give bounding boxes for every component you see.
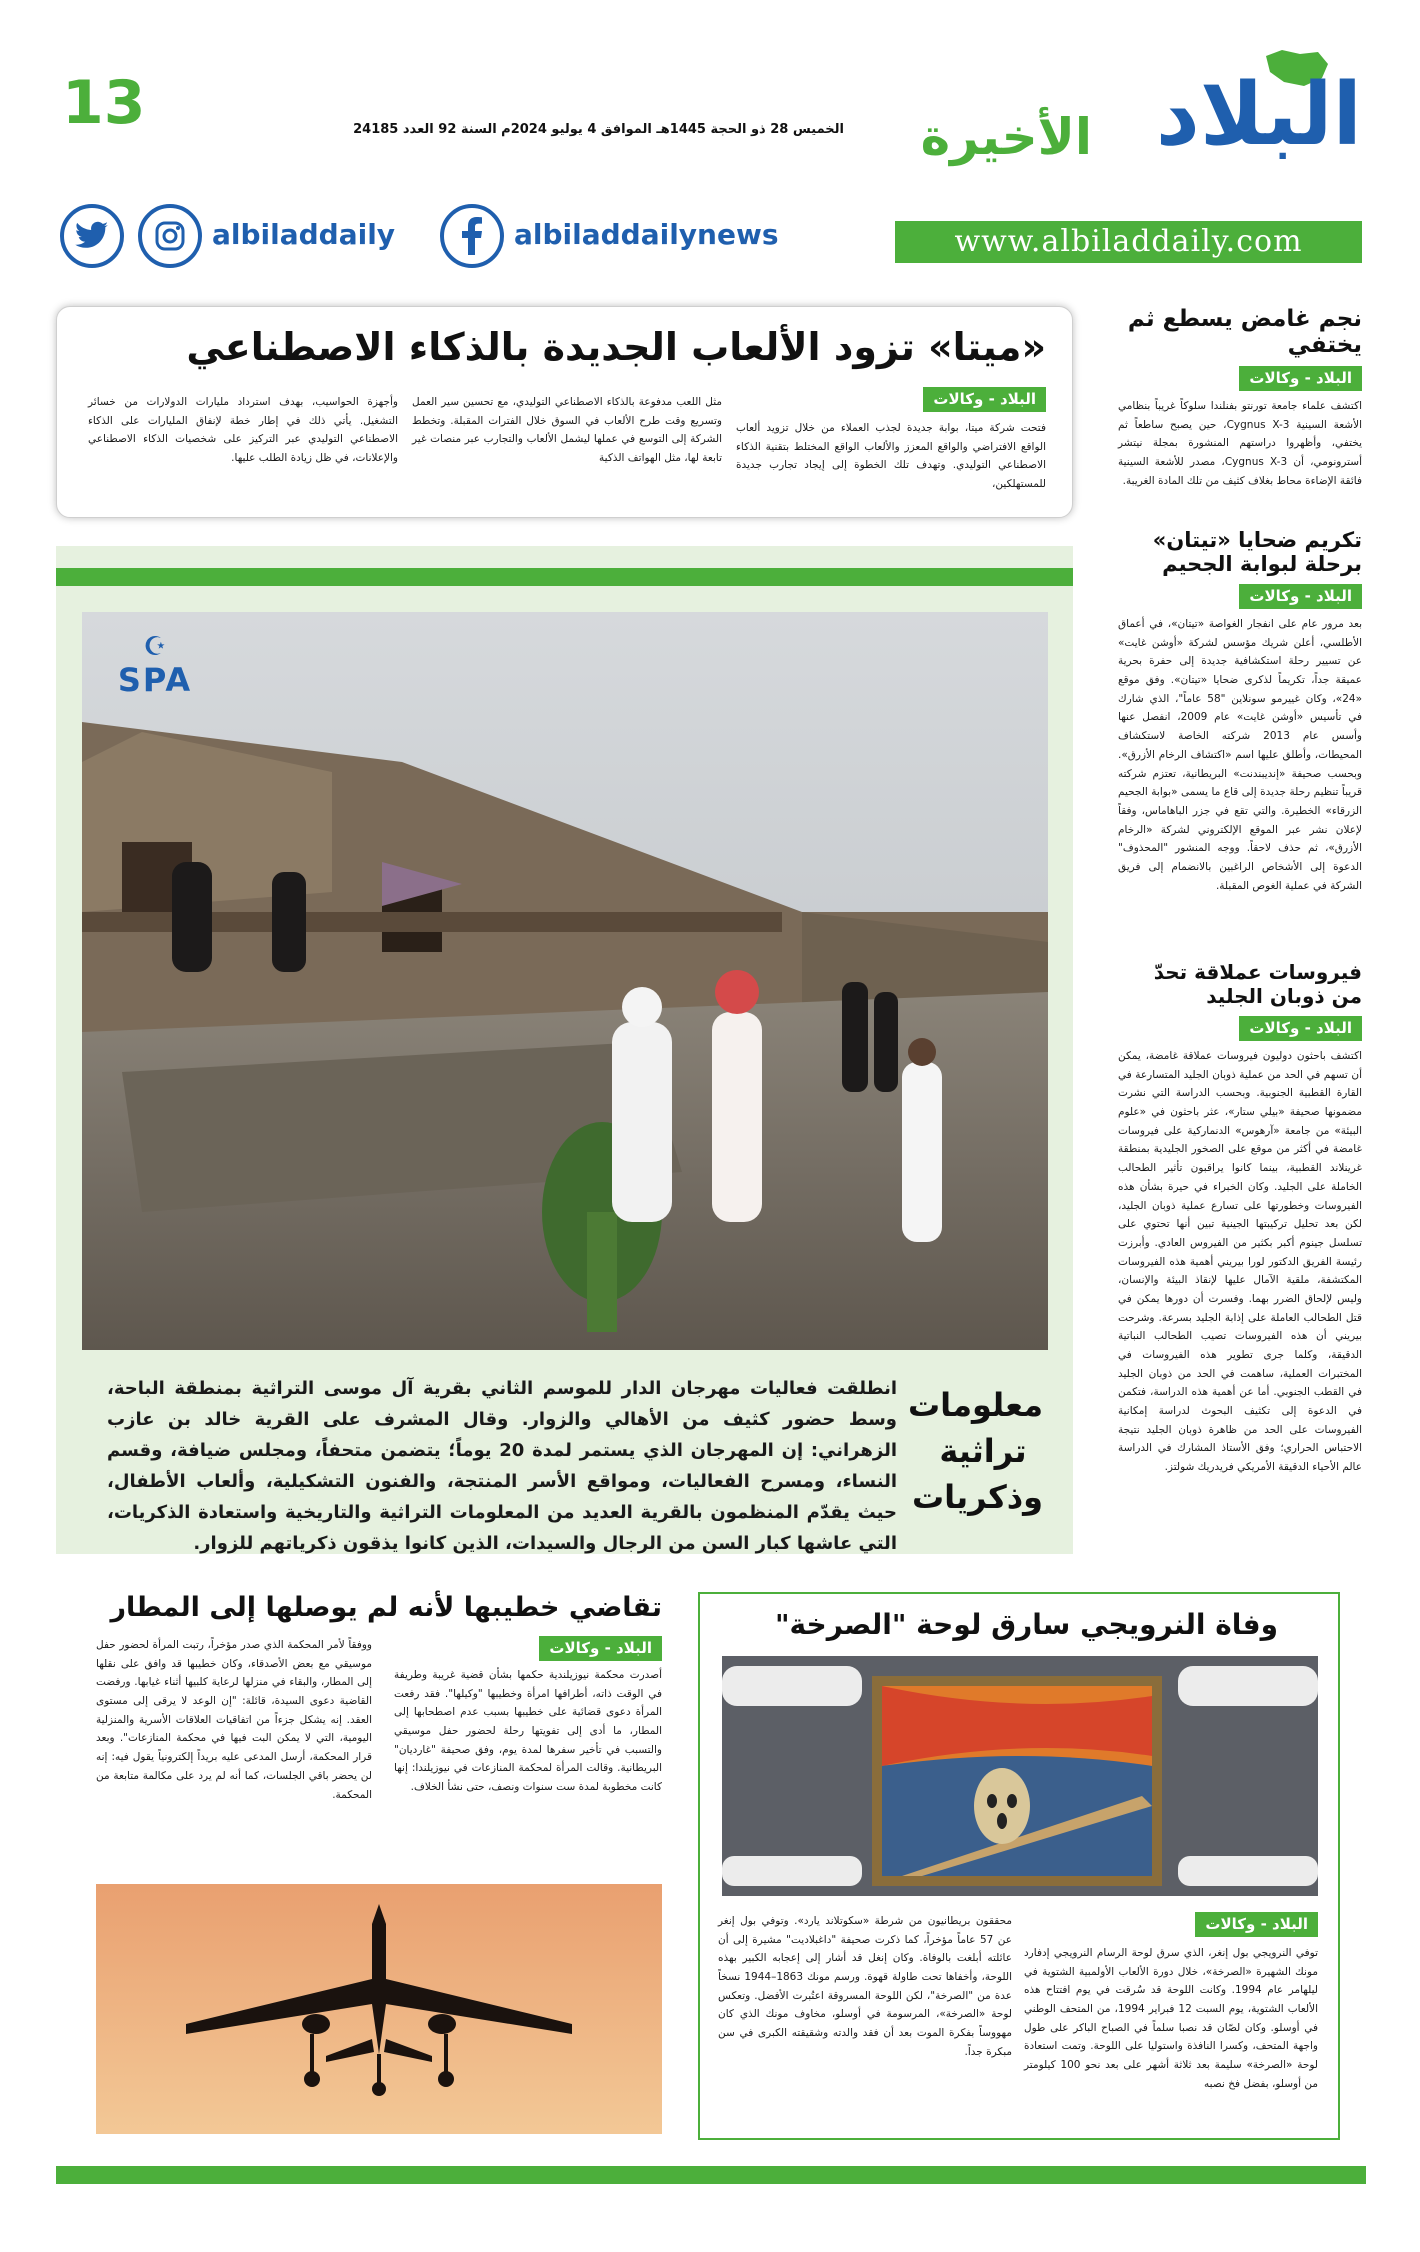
sidebar-virus (1118, 960, 1362, 1477)
social-bar (60, 204, 820, 276)
titan-body: بعد مرور عام على انفجار الغواصة «تيتان»، في أعماق الأطلسي، أعلن شريك مؤسس لشركة «أوشن غايت» عن تسيير رحلة استكشافية جديدة إلى حفرة بحرية عميقة جداً، تكريماً لذكرى ضحايا «تيتان». وفق موقع «24»، وكان غييرمو سونلاين "58 عاماً"، الذي شارك في تأسيس «أوشن غايت» عام 2009، انفصل عنها وأسس عام 2013 شركته الخاصة لاستكشاف المحيطات، وأطلق عليها اسم «اكتشاف الرخام الأزرق». وبحسب صحيفة «إنديبندنت» البريطانية، تعتزم شركته قريباً تنظيم رحلة جديدة إلى قاع ما يسمى «بوابة الجحيم الزرقاء» الخطيرة. والتي تقع في جزر الباهاماس، وفقاً لإعلان نشر عبر الموقع الإلكتروني لشركة «الرخام الأزرق»، ثم حذف لاحقاً. ووجه المنشور "المحذوف" الدعوة إلى الأشخاص الراغبين بالانضمام إلى فريق الشركة في عملية الغوص المقبلة. (1118, 618, 1363, 892)
meta-col-2: مثل اللعب مدفوعة بالذكاء الاصطناعي التوليدي، مع تحسين سير العمل وتسريع وقت طرح الألعاب في السوق خلال الفترات المقبلة. وتخطط الشركة إلى التوسع في عملها ليشمل الألعاب والتجارب عبر منصات غير تابعة لها، مثل الهواتف الذكية (412, 396, 722, 465)
scream-col-2: محققون بريطانيون من شرطة «سكوتلاند يارد». وتوفي بول إنغر عن 57 عاماً مؤخراً، كما ذكرت صحيفة "داغبلاديت" مشيرة إلى أن عائلته أبلغت بالوفاة. وكان إنغل قد أشار إلى إعجابه الكبير بهذه اللوحة، وأخفاها تحت طاولة قهوة. ورسم مونك 1863–1944 نسخاً عدة من "الصرخة"، لكن اللوحة المسروقة اعتُبرت الأفضل. وتعكس لوحة «الصرخة»، المرسومة في أوسلو، مخاوف مونك الذي كان مهووساً بفكرة الموت بعد أن فقد والدته وشقيقته الكبرى في سن مبكرة جداً. (718, 1915, 1013, 2058)
airport-article (96, 1592, 662, 2140)
airport-source (539, 1636, 662, 1661)
scream-headline: وفاة النرويجي سارق لوحة "الصرخة" (774, 1608, 1278, 1641)
feature-photo (82, 612, 1048, 1350)
logo (862, 52, 1362, 172)
source-badge: البلاد - وكالات (923, 387, 1046, 412)
star-headline: نجم غامض يسطع ثم يختفي (1127, 306, 1362, 358)
logo-sub: الأخيرة (920, 108, 1092, 166)
instagram-icon[interactable] (138, 204, 202, 268)
dateline: الخميس 28 ذو الحجة 1445هـ الموافق 4 يوليو 2024م السنة 92 العدد 24185 (353, 122, 844, 137)
source-badge: البلاد - وكالات (1195, 1912, 1318, 1937)
airport-photo (96, 1884, 662, 2134)
feature-top-bar (56, 568, 1073, 586)
meta-col-3: وأجهزة الحواسيب، بهدف استرداد مليارات الدولارات من خسائر التشغيل. يأتي ذلك في إطار خطة لإنفاق المليارات على الذكاء الاصطناعي التوليدي عبر التركيز على شخصيات الذكاء الاصطناعي والإعلانات، في ظل زيادة الطلب عليها. (88, 396, 398, 465)
spa-mark-icon: ☪ (143, 632, 167, 662)
feature-body: انطلقت فعاليات مهرجان الدار للموسم الثاني بقرية آل موسى التراثية بمنطقة الباحة، وسط حضور كثيف من الأهالي والزوار. وقال المشرف على القرية خالد بن عازب الزهراني: إن المهرجان الذي يستمر لمدة 20 يوماً؛ يتضمن متحفاً، ومجلس ضيافة، وقسم النساء، ومسرح الفعاليات، ومواقع الأسر المنتجة، والفنون التشكيلية، وألعاب الأطفال، حيث يقدّم المنظمون بالقرية العديد من المعلومات التراثية والتاريخية واستعادة الذكريات، التي عاشها كبار السن من الرجال والسيدات، الذين كانوا يذقون ذكرياتهم للزوار. (107, 1378, 898, 1554)
scream-photo (722, 1656, 1318, 1896)
instagram-handle[interactable]: albiladdaily (212, 218, 396, 251)
meta-article (56, 306, 1073, 518)
meta-col-1: فتحت شركة ميتا، بوابة جديدة لجذب العملاء من خلال تزويد ألعاب الواقع الافتراضي والواقع المعزز والألعاب الواقع المختلط بتقنية الذكاء الاصطناعي التوليدي. وتهدف تلك الخطوة إلى إيجاد تجارب جديدة للمستهلكين، (736, 422, 1046, 491)
titan-headline: تكريم ضحايا «تيتان» برحلة لبوابة الجحيم (1152, 528, 1362, 576)
meta-headline: «ميتا» تزود الألعاب الجديدة بالذكاء الاصطناعي (186, 325, 1046, 369)
virus-headline: فيروسات عملاقة تحدّ من ذوبان الجليد (1153, 960, 1362, 1008)
source-badge: البلاد - وكالات (1239, 1016, 1362, 1041)
feature-headline-line-2: تراثية (939, 1432, 1027, 1470)
feature-headline (908, 1382, 1043, 1520)
airport-col-1: أصدرت محكمة نيوزيلندية حكمها بشأن قضية غريبة وطريفة في الوقت ذاته، أطرافها امرأة وخطيبها "وكيلها". فقد رفعت المرأة دعوى قضائية على خطيبها بسبب عدم اصطحابها إلى المطار، ما أدى إلى تفويتها رحلة لحضور حفل موسيقي والتسبب في تأخير سفرها لمدة يوم، وفق صحيفة "غارديان" البريطانية. وقالت المرأة لمحكمة المنازعات في نيوزيلندا: إنها كانت مخطوبة لمدة ست سنوات ونصف، حتى نشأ الخلاف. (394, 1669, 662, 1794)
sidebar-star (1118, 306, 1362, 490)
facebook-icon[interactable] (440, 204, 504, 268)
feature-headline-line-1: معلومات (908, 1386, 1043, 1424)
source-badge: البلاد - وكالات (1239, 584, 1362, 609)
scream-col-1: توفي النرويجي بول إنغر، الذي سرق لوحة الرسام النرويجي إدفارد مونك الشهيرة «الصرخة»، خلال دورة الألعاب الأولمبية الشتوية في ليلهامر عام 1994. وكانت اللوحة قد سُرقت في يوم افتتاح هذه الألعاب الشتوية، يوم السبت 12 فبراير 1994، من المتحف الوطني في أوسلو. وكان لصّان قد نصبا سلماً في الصباح الباكر على طول واجهة المتحف، وكسرا النافذة واستوليا على اللوحة. وتمت استعادة لوحة «الصرخة» سليمة بعد ثلاثة أشهر على بعد نحو 100 كيلومتر من أوسلو، بفضل فخ نصبه (1024, 1947, 1319, 2090)
feature-headline-line-3: وذكريات (911, 1478, 1043, 1516)
facebook-handle[interactable]: albiladdailynews (514, 218, 779, 251)
source-badge: البلاد - وكالات (539, 1636, 662, 1661)
meta-source (923, 387, 1046, 412)
star-body: اكتشف علماء جامعة تورنتو بفنلندا سلوكاً غريباً بنظامي الأشعة السينية Cygnus X-3، حين يصبح ساطعاً ثم يختفي، وأظهروا دراستهم المنشورة بمجلة نيتشر أسترونومي، أن Cygnus X-3، مصدر للأشعة السينية فائقة الإضاءة محاط بغلاف كثيف من تلك المادة الغريبة. (1118, 400, 1362, 487)
photo-credit: SPA (117, 661, 193, 699)
airport-headline: تقاضي خطيبها لأنه لم يوصلها إلى المطار (110, 1592, 662, 1623)
footer-bar (56, 2166, 1366, 2184)
scream-article (698, 1592, 1340, 2140)
twitter-icon[interactable] (60, 204, 124, 268)
logo-main: البلاد (1155, 65, 1362, 165)
spa-logo (112, 632, 198, 704)
sidebar-titan (1118, 528, 1362, 895)
scream-source (1195, 1912, 1318, 1937)
feature-panel (56, 546, 1073, 1554)
airport-col-2: ووفقاً لأمر المحكمة الذي صدر مؤخراً، رتبت المرأة لحضور حفل موسيقي مع بعض الأصدقاء، وكان خطيبها قد وافق على نقلها إلى المطار، والبقاء في منزلها لرعاية كلبيها أثناء غيابها. ورفضت القاضية دعوى السيدة، قائلة: "إن الوعد لا يرقى إلى مستوى العقد. إنه يشكل جزءاً من اتفاقيات العلاقات الأسرية والمنزلية اليومية، التي لا يمكن البت فيها في محكمة المنازعات". وبعد قرار المحكمة، أرسل المدعى عليه بريداً إلكترونياً يقول فيه: إنه لن يحضر باقي الجلسات، كما أنه لم يرد على مكالمة متابعة من المحكمة. (96, 1639, 372, 1801)
source-badge: البلاد - وكالات (1239, 366, 1362, 391)
website[interactable]: www.albiladdaily.com (895, 221, 1362, 263)
masthead (0, 0, 1420, 280)
virus-body: اكتشف باحثون دوليون فيروسات عملاقة غامضة، يمكن أن تسهم في الحد من عملية ذوبان الجليد المتسارعة في القارة القطبية الجنوبية. وبحسب الدراسة التي نشرت مضمونها صحيفة «بيلي ستار»، عثر باحثون في «علوم البيئة» من جامعة «آرهوس» الدنماركية على فيروسات غامضة في أكثر من موقع على الصخور الجليدية بمنطقة غرينلاند القطبية، بينما كانوا يراقبون تأثير الطحالب الخاملة على الجليد. وكان الخبراء في حيرة بشأن هذه الفيروسات وخطورتها على تسارع عملية ذوبان الجليد، لكن بعد تحليل تركيبتها الجينية تبين أنها تحتوي على تسلسل جينوم أكبر بكثير من الفيروس العادي. وأبرزت رئيسة الفريق الدكتور لورا بيريني أهمية هذه الفيروسات المكتشفة، ملقية الآمال عليها لإنقاذ البيئة والإنسان، وليس لإلحاق الضرر بهما. وفسرت أن دورها يمكن في قتل الطحالب العاملة على إذابة الجليد بسرعة. وشرحت بيريني أن هذه الفيروسات تصيب الطحالب النباتية الدقيقة، وكلما جرى تطوير هذه الفيروسات في المختبرات العملية، ساهمت في الحد من ذوبان الجليد في القطب الجنوبي. أما عن أهمية هذه الدراسة، فتكمن في الدعوة إلى تكثيف البحوث لدراسة إمكانية الفيروسات على الحد من ظاهرة ذوبان الجليد نتيجة الاحتباس الحراري؛ وفق الأستاذ المشارك في الدراسة عالم الأحياء الدقيقة الأمريكي فريدريك شولتز. (1118, 1050, 1362, 1474)
page-number: 13 (62, 68, 146, 138)
